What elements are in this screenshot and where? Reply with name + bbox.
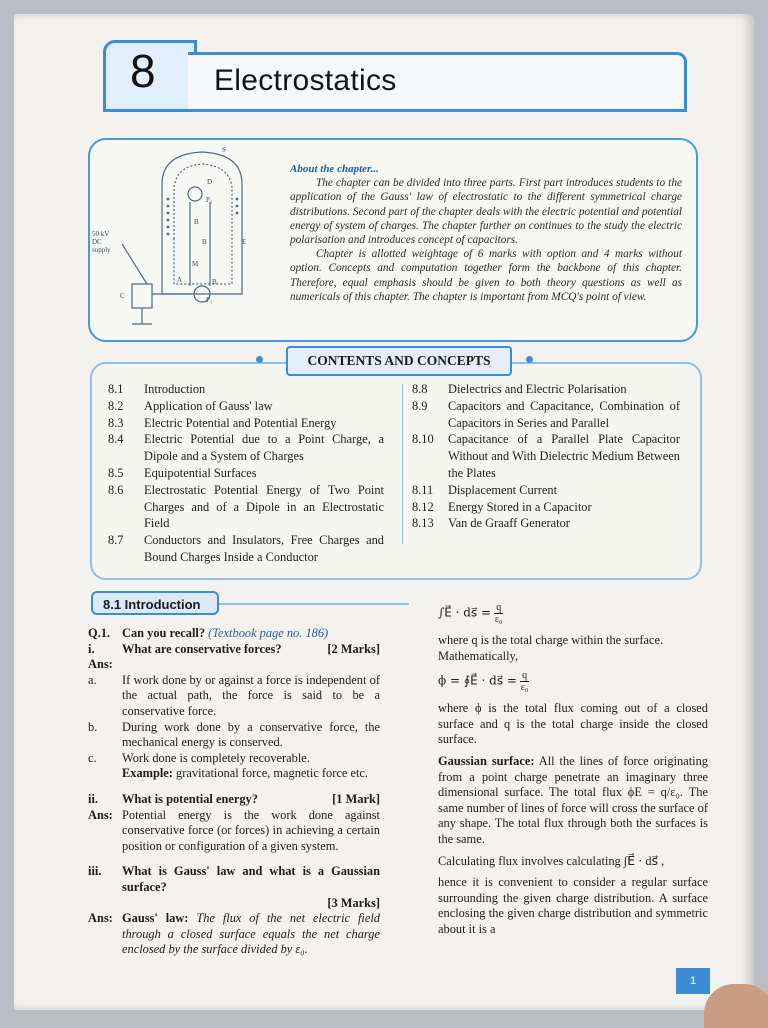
contents-item: 8.1 Introduction xyxy=(108,382,206,396)
about-text xyxy=(290,162,682,304)
contents-item: 8.11 Displacement Current xyxy=(412,482,558,497)
answer-ii: Ans: Potential energy is the work done against conservative force (or forces) in achieving a certain position or configuration of a given system. xyxy=(88,807,380,853)
contents-item: 8.6 Electrostatic Potential Energy of Two Point Charges and of a Dipole in an Electrostatic Field xyxy=(108,482,384,531)
figure-label: A xyxy=(177,276,183,284)
equation-flux: ϕ = ∮E⃗ · ds⃗ = $\frac{q}{\text{ε₀}}$ xyxy=(438,670,529,694)
contents-item: 8.2 Application of Gauss' law xyxy=(108,398,273,413)
contents-item: 8.4 Electric Potential due to a Point Charge, a Dipole and a System of Charges xyxy=(108,432,384,464)
gaussian-surface-paragraph: Gaussian surface: All the lines of force originating from a point charge penetrate an imaginary three dimensional surface. The total flux ϕE = q/ε₀. The same number of lines of force will cross the surface of any shape. The total flux through both the surfaces is the same. xyxy=(438,753,708,846)
contents-item: 8.9 Capacitors and Capacitance, Combination of Capacitors in Series and Parallel xyxy=(412,398,680,430)
answer-iii: Ans: Gauss' law: The flux of the net electric field through a closed surface equals the net charge enclosed by the surface divided by ε₀. xyxy=(88,911,380,957)
contents-right-list xyxy=(412,381,680,532)
answer-item: a. If work done by or against a force is independent of the actual path, the force is said to be a conservative force. xyxy=(88,672,380,718)
contents-item: 8.13 Van de Graaff Generator xyxy=(412,516,570,531)
contents-divider xyxy=(402,384,403,544)
about-heading: About the chapter... xyxy=(290,163,379,175)
section-title: 8.1 Introduction xyxy=(91,591,219,615)
figure-label: B xyxy=(212,278,217,286)
figure-supply-label-2: DC xyxy=(92,238,102,246)
left-column xyxy=(88,626,380,958)
question-i: i. What are conservative forces? [2 Marks] xyxy=(88,641,380,656)
equation-gauss-integral: ∫E⃗ · ds⃗ = $\frac{q}{\text{ε₀}}$ xyxy=(438,602,503,625)
contents-item: 8.7 Conductors and Insulators, Free Charges and Bound Charges Inside a Conductor xyxy=(108,533,384,564)
contents-item: 8.8 Dielectrics and Electric Polarisation xyxy=(412,382,627,396)
page-number: 1 xyxy=(676,968,710,994)
answer-example: Example: gravitational force, magnetic force etc. xyxy=(122,766,368,781)
thumb xyxy=(704,984,768,1028)
contents-title: CONTENTS AND CONCEPTS xyxy=(286,346,512,376)
figure-label: P₁ xyxy=(206,296,213,304)
figure-label: E xyxy=(242,238,247,246)
figure-label: C xyxy=(120,292,125,300)
contents-item: 8.12 Energy Stored in a Capacitor xyxy=(412,499,592,514)
about-paragraph-2: Chapter is allotted weightage of 6 marks with option and 4 marks without option. Concepts and computation together form the backbone of this chapter. Therefore, equal emphasis should be given to both theory questions as well as numericals of this chapter. The chapter is important from MCQ's point of view. xyxy=(290,248,682,303)
right-paragraph: Calculating flux involves calculating ∫E⃗ · ds⃗ , xyxy=(438,853,665,868)
question-iii: iii. What is Gauss' law and what is a Gaussian surface? [3 Marks] xyxy=(88,864,380,910)
right-paragraph: Mathematically, xyxy=(438,648,519,663)
question-1: Q.1. Can you recall? (Textbook page no. 186) xyxy=(88,626,329,640)
answer-item: b. During work done by a conservative force, the mechanical energy is conserved. xyxy=(88,719,380,750)
figure-label: S xyxy=(222,146,226,154)
chapter-number: 8 xyxy=(130,45,156,97)
figure-label: B xyxy=(202,238,207,246)
section-rule xyxy=(219,603,409,605)
right-column xyxy=(438,596,708,938)
about-paragraph-1: The chapter can be divided into three parts. First part introduces students to the application of the Gauss' law of electrostatic to the different symmetrical charge distributions. Second part of the chapter deals with the electric potential and potential energy of system of charges. The chapter further on continues to the study the electric polarisation and introduces concept of capacitors. xyxy=(290,177,682,247)
figure-supply-label-1: 50 kV xyxy=(92,230,110,238)
chapter-title: Electrostatics xyxy=(214,64,397,97)
question-ii: ii. What is potential energy? [1 Mark] xyxy=(88,791,380,806)
contents-item: 8.3 Electric Potential and Potential Energy xyxy=(108,415,337,430)
decorative-dot xyxy=(256,356,263,363)
figure-label: M xyxy=(192,260,199,268)
right-paragraph: where ϕ is the total flux coming out of a closed surface and q is the total charge inside the closed surface. xyxy=(438,701,708,747)
right-paragraph: where q is the total charge within the surface. xyxy=(438,633,664,647)
answer-label: Ans: xyxy=(88,657,113,672)
contents-item: 8.5 Equipotential Surfaces xyxy=(108,465,257,480)
figure-label: D xyxy=(207,178,213,186)
contents-item: 8.10 Capacitance of a Parallel Plate Capacitor Without and With Dielectric Medium Between the Plates xyxy=(412,432,680,480)
figure-label: P₂ xyxy=(206,196,213,204)
answer-item: c. Work done is completely recoverable. xyxy=(88,750,310,765)
figure-supply-label-3: supply xyxy=(92,246,111,254)
van-de-graaff-figure xyxy=(92,144,282,334)
contents-left-list xyxy=(108,381,384,566)
decorative-dot xyxy=(526,356,533,363)
figure-label: B xyxy=(194,218,199,226)
right-paragraph: hence it is convenient to consider a regular surface surrounding the given charge distribution. A surface enclosing the given charge distribution and symmetric about it is a xyxy=(438,875,708,936)
